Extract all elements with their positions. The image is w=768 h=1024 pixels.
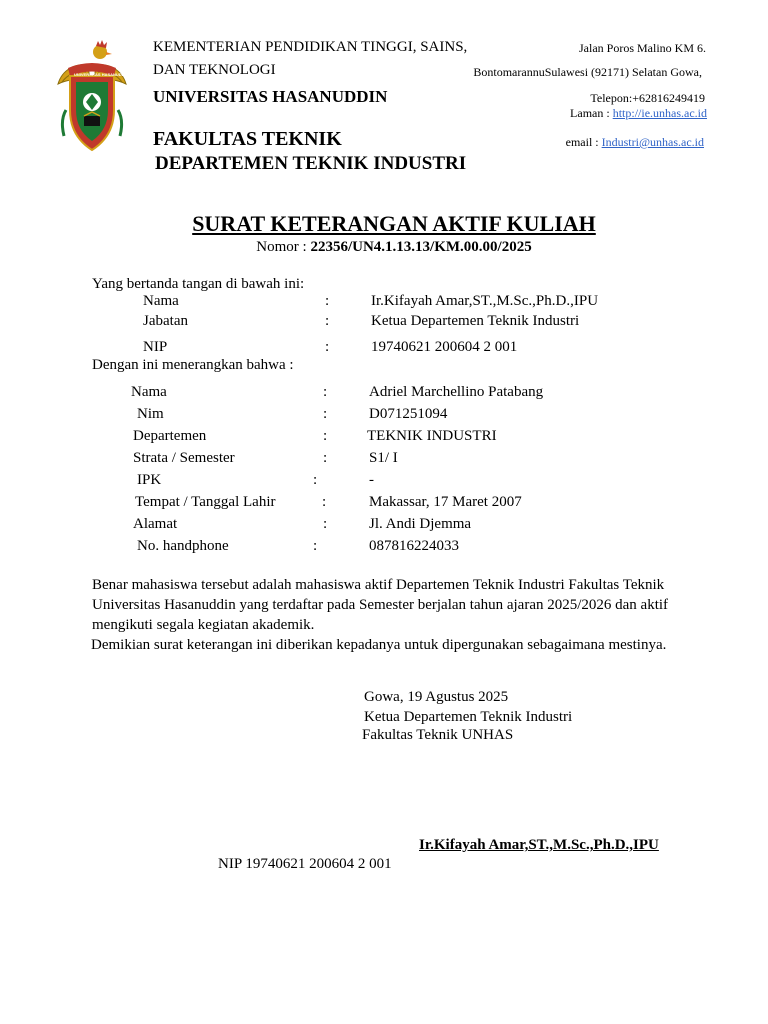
student-label-nama: Nama: [131, 384, 167, 400]
signatory-label-jabatan: Jabatan: [143, 313, 188, 329]
signatory-sep-jabatan: :: [325, 313, 330, 329]
student-label-hp: No. handphone: [137, 538, 229, 554]
email-line: [566, 135, 704, 150]
document-title: SURAT KETERANGAN AKTIF KULIAH: [192, 211, 596, 236]
signatory-sep-nama: :: [325, 293, 330, 309]
phone-number: Telepon:+62816249419: [590, 91, 705, 105]
student-value-ttl: Makassar, 17 Maret 2007: [369, 494, 522, 510]
signatory-value-nama: Ir.Kifayah Amar,ST.,M.Sc.,Ph.D.,IPU: [371, 293, 599, 309]
email-label: email :: [565, 135, 599, 149]
student-value-ipk: -: [369, 472, 374, 488]
student-value-nim: D071251094: [369, 406, 448, 422]
student-sep-ttl: :: [322, 494, 327, 510]
student-sep-hp: :: [313, 538, 318, 554]
website-line: [570, 106, 707, 121]
closing-faculty: Fakultas Teknik UNHAS: [362, 727, 514, 743]
student-intro: Dengan ini menerangkan bahwa :: [92, 357, 294, 373]
website-link[interactable]: http://ie.unhas.ac.id: [612, 106, 707, 120]
student-sep-nama: :: [323, 384, 328, 400]
statement-paragraph-2: Demikian surat keterangan ini diberikan kepadanya untuk dipergunakan sebagaimana mestinya.: [91, 637, 667, 653]
student-label-strata: Strata / Semester: [133, 450, 235, 466]
crest-icon: [52, 40, 132, 155]
signer-name: Ir.Kifayah Amar,ST.,M.Sc.,Ph.D.,IPU: [419, 837, 659, 853]
email-link[interactable]: Industri@unhas.ac.id: [601, 135, 704, 149]
student-value-alamat: Jl. Andi Djemma: [369, 516, 472, 532]
document-number-label: Nomor :: [256, 239, 307, 255]
student-label-ttl: Tempat / Tanggal Lahir: [135, 494, 276, 510]
signatory-sep-nip: :: [325, 339, 330, 355]
student-sep-departemen: :: [323, 428, 328, 444]
logo-banner-text: UNIVERSITAS HASANUDDIN: [74, 72, 129, 77]
student-sep-nim: :: [323, 406, 328, 422]
signer-nip: NIP 19740621 200604 2 001: [218, 856, 392, 872]
ministry-line-1: KEMENTERIAN PENDIDIKAN TINGGI, SAINS,: [153, 39, 468, 55]
student-value-departemen: TEKNIK INDUSTRI: [367, 428, 497, 444]
university-logo: [52, 40, 132, 155]
signatory-label-nama: Nama: [143, 293, 179, 309]
student-value-strata: S1/ I: [369, 450, 398, 466]
student-value-nama: Adriel Marchellino Patabang: [369, 384, 544, 400]
website-label: Laman :: [570, 106, 610, 120]
department-name: DEPARTEMEN TEKNIK INDUSTRI: [155, 153, 467, 174]
ministry-line-2: DAN TEKNOLOGI: [153, 62, 276, 78]
student-sep-ipk: :: [313, 472, 318, 488]
student-label-nim: Nim: [137, 406, 164, 422]
student-sep-alamat: :: [323, 516, 328, 532]
signatory-intro: Yang bertanda tangan di bawah ini:: [92, 276, 305, 292]
signatory-value-jabatan: Ketua Departemen Teknik Industri: [371, 313, 580, 329]
student-value-hp: 087816224033: [369, 538, 459, 554]
student-label-departemen: Departemen: [133, 428, 207, 444]
student-label-ipk: IPK: [137, 472, 162, 488]
faculty-name: FAKULTAS TEKNIK: [153, 128, 342, 150]
signatory-label-nip: NIP: [143, 339, 168, 355]
document-number: [0, 239, 768, 256]
address-line-2: BontomarannuSulawesi (92171) Selatan Gowa,: [473, 65, 702, 79]
closing-place-date: Gowa, 19 Agustus 2025: [364, 689, 509, 705]
statement-paragraph-1: Benar mahasiswa tersebut adalah mahasiswa aktif Departemen Teknik Industri Fakultas Teknik Universitas Hasanuddin yang terdaftar pada Semester berjalan tahun ajaran 2025/2026 dan aktif mengikuti segala kegiatan akademik.: [92, 577, 669, 633]
signatory-value-nip: 19740621 200604 2 001: [371, 339, 518, 355]
university-name: UNIVERSITAS HASANUDDIN: [153, 87, 388, 106]
closing-position: Ketua Departemen Teknik Industri: [364, 709, 573, 725]
student-label-alamat: Alamat: [133, 516, 178, 532]
document-number-value: 22356/UN4.1.13.13/KM.00.00/2025: [310, 239, 532, 255]
address-line-1: Jalan Poros Malino KM 6.: [579, 41, 706, 55]
student-sep-strata: :: [323, 450, 328, 466]
